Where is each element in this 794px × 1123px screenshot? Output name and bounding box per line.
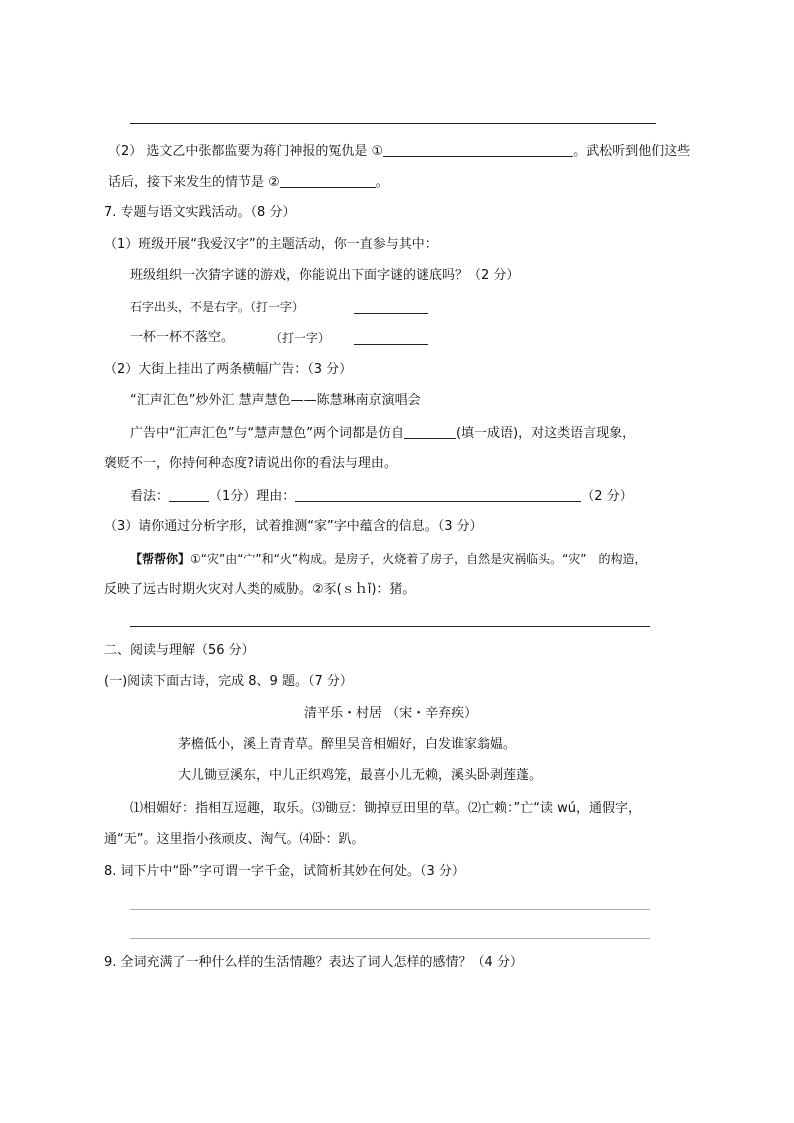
q6-2-text-end: 。武松听到他们这些 xyxy=(573,144,691,159)
ad-question-text: 广告中“汇声汇色”与“慧声慧色”两个词都是仿自 xyxy=(130,426,404,441)
riddle-1 xyxy=(130,299,304,315)
poem-line-2: 大儿锄豆溪东，中儿正织鸡笼，最喜小儿无赖，溪头卧剥莲蓬。 xyxy=(178,768,543,783)
help-text: ①“灾”由“宀”和“火”构成。是房子，火烧着了房子，自然是灾祸临头。“灾” 的构造， xyxy=(190,552,647,566)
help-text-line2: 反映了远古时期火灾对人类的威胁。②豕(ｓｈǐ)：猪。 xyxy=(104,582,416,597)
poem-line-1: 茅檐低小，溪上青青草。醉里吴音相媚好，白发谁家翁媪。 xyxy=(178,737,517,752)
section2-title: 二、阅读与理解（56 分） xyxy=(104,643,255,658)
poem-notes-1: ⑴相媚好：指相互逗趣，取乐。⑶锄豆：锄掉豆田里的草。⑵亡赖：”亡“读 wú，通假字， xyxy=(130,801,641,816)
q8-text: 8. 词下片中“卧”字可谓一字千金，试简析其妙在何处。（3 分） xyxy=(104,864,465,879)
view-reason-line xyxy=(130,487,633,505)
poem-title: 清平乐・村居 （宋・辛弃疾） xyxy=(304,706,478,721)
circle-marker-1: ① xyxy=(371,144,384,159)
answer-blank-2[interactable] xyxy=(280,173,376,188)
circle-marker-2: ② xyxy=(268,175,280,190)
riddle-1-text: 石字出头，不是右字。（打一字） xyxy=(130,300,305,314)
q9-text: 9. 全词充满了一种什么样的生活情趣？表达了词人怎样的感情？（4 分） xyxy=(104,955,523,970)
help-hint xyxy=(130,551,647,567)
help-label: 【帮帮你】 xyxy=(130,552,191,566)
ad-banners: “汇声汇色”炒外汇 慧声慧色——陈慧琳南京演唱会 xyxy=(130,393,421,408)
answer-line-q8-2 xyxy=(130,938,650,939)
riddle-1-answer[interactable] xyxy=(354,299,428,314)
poem-notes-2: 通“无”。这里指小孩顽皮、淘气。⑷卧：趴。 xyxy=(104,832,365,847)
answer-blank-1[interactable] xyxy=(383,142,573,157)
ad-question-line1 xyxy=(130,424,635,442)
idiom-blank[interactable] xyxy=(404,424,456,439)
ad-question-line2: 褒贬不一，你持何种态度?请说出你的看法与理由。 xyxy=(104,456,397,471)
riddle-2-answer[interactable] xyxy=(354,330,428,345)
riddle-2-text: 一杯一杯不落空。 xyxy=(130,330,235,345)
answer-line-q7-3 xyxy=(130,626,650,627)
q7-sub1-desc: 班级组织一次猜字谜的游戏，你能说出下面字谜的谜底吗？（2 分） xyxy=(130,268,520,283)
section2-sub1: (一)阅读下面古诗，完成 8、9 题。（7 分） xyxy=(104,674,353,689)
reason-blank[interactable] xyxy=(295,487,581,502)
q6-2-text: （2） 选文乙中张都监要为蒋门神报的冤仇是 xyxy=(108,144,372,159)
ad-question-text-2: (填一成语)，对这类语言现象， xyxy=(455,426,636,441)
view-label: 看法： xyxy=(130,489,170,504)
q7-title: 7. 专题与语文实践活动。（8 分） xyxy=(104,205,296,220)
q7-sub2: （2）大街上挂出了两条横幅广告：（3 分） xyxy=(104,362,353,377)
q7-sub3: （3）请你通过分析字形，试着推测“家”字中蕴含的信息。（3 分） xyxy=(104,519,483,534)
q7-sub1: （1）班级开展“我爱汉字”的主题活动，你一直参与其中： xyxy=(104,237,438,252)
answer-line-q8-1 xyxy=(130,909,650,910)
q6-2-line2-text: 话后，接下来发生的情节是 xyxy=(108,175,269,190)
riddle-2-hint: （打一字） xyxy=(270,331,331,345)
view-blank[interactable] xyxy=(169,487,209,502)
answer-line-top xyxy=(130,123,656,124)
view-score: （1分）理由： xyxy=(209,489,296,504)
reason-score: （2 分） xyxy=(581,489,633,504)
q6-2-line2-end: 。 xyxy=(375,175,389,190)
q6-2-line2 xyxy=(108,173,389,191)
riddle-2 xyxy=(130,330,234,346)
q6-2-line1 xyxy=(108,142,690,160)
